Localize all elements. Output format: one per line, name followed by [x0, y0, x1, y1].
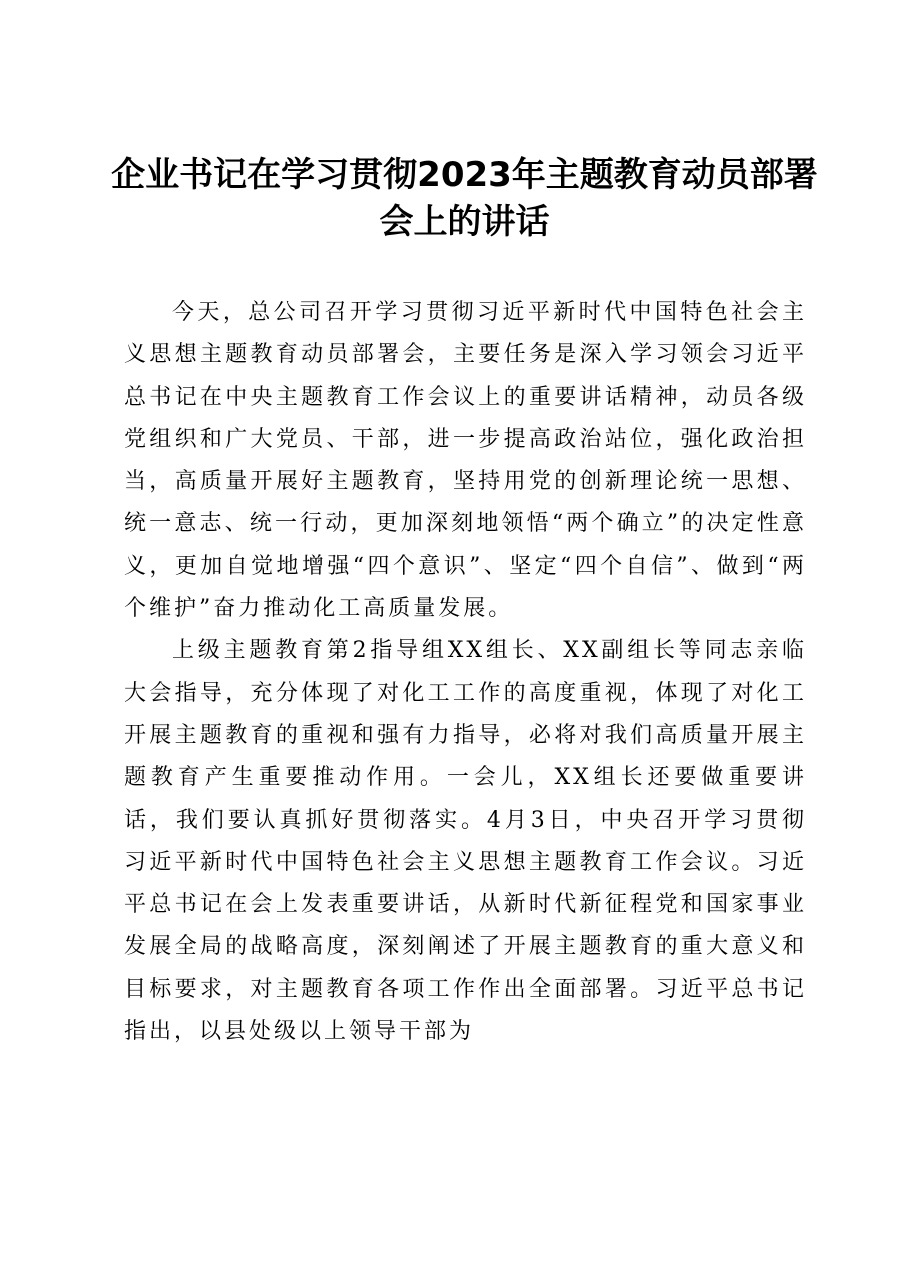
document-body: [124, 292, 807, 1053]
document-title: 企业书记在学习贯彻2023年主题教育动员部署会上的讲话: [111, 155, 818, 242]
paragraph-2: 上级主题教育第2指导组XX组长、XX副组长等同志亲临大会指导，充分体现了对化工工作的高度重视，体现了对化工开展主题教育的重视和强有力指导，必将对我们高质量开展主题教育产生重要推动作用。一会儿，XX组长还要做重要讲话，我们要认真抓好贯彻落实。4月3日，中央召开学习贯彻习近平新时代中国特色社会主义思想主题教育工作会议。习近平总书记在会上发表重要讲话，从新时代新征程党和国家事业发展全局的战略高度，深刻阐述了开展主题教育的重大意义和目标要求，对主题教育各项工作作出全面部署。习近平总书记指出，以县处级以上领导干部为: [124, 638, 807, 1045]
paragraph-1: 今天，总公司召开学习贯彻习近平新时代中国特色社会主义思想主题教育动员部署会，主要任务是深入学习领会习近平总书记在中央主题教育工作会议上的重要讲话精神，动员各级党组织和广大党员、干部，进一步提高政治站位，强化政治担当，高质量开展好主题教育，坚持用党的创新理论统一思想、统一意志、统一行动，更加深刻地领悟“两个确立”的决定性意义，更加自觉地增强“四个意识”、坚定“四个自信”、做到“两个维护”奋力推动化工高质量发展。: [124, 300, 807, 622]
